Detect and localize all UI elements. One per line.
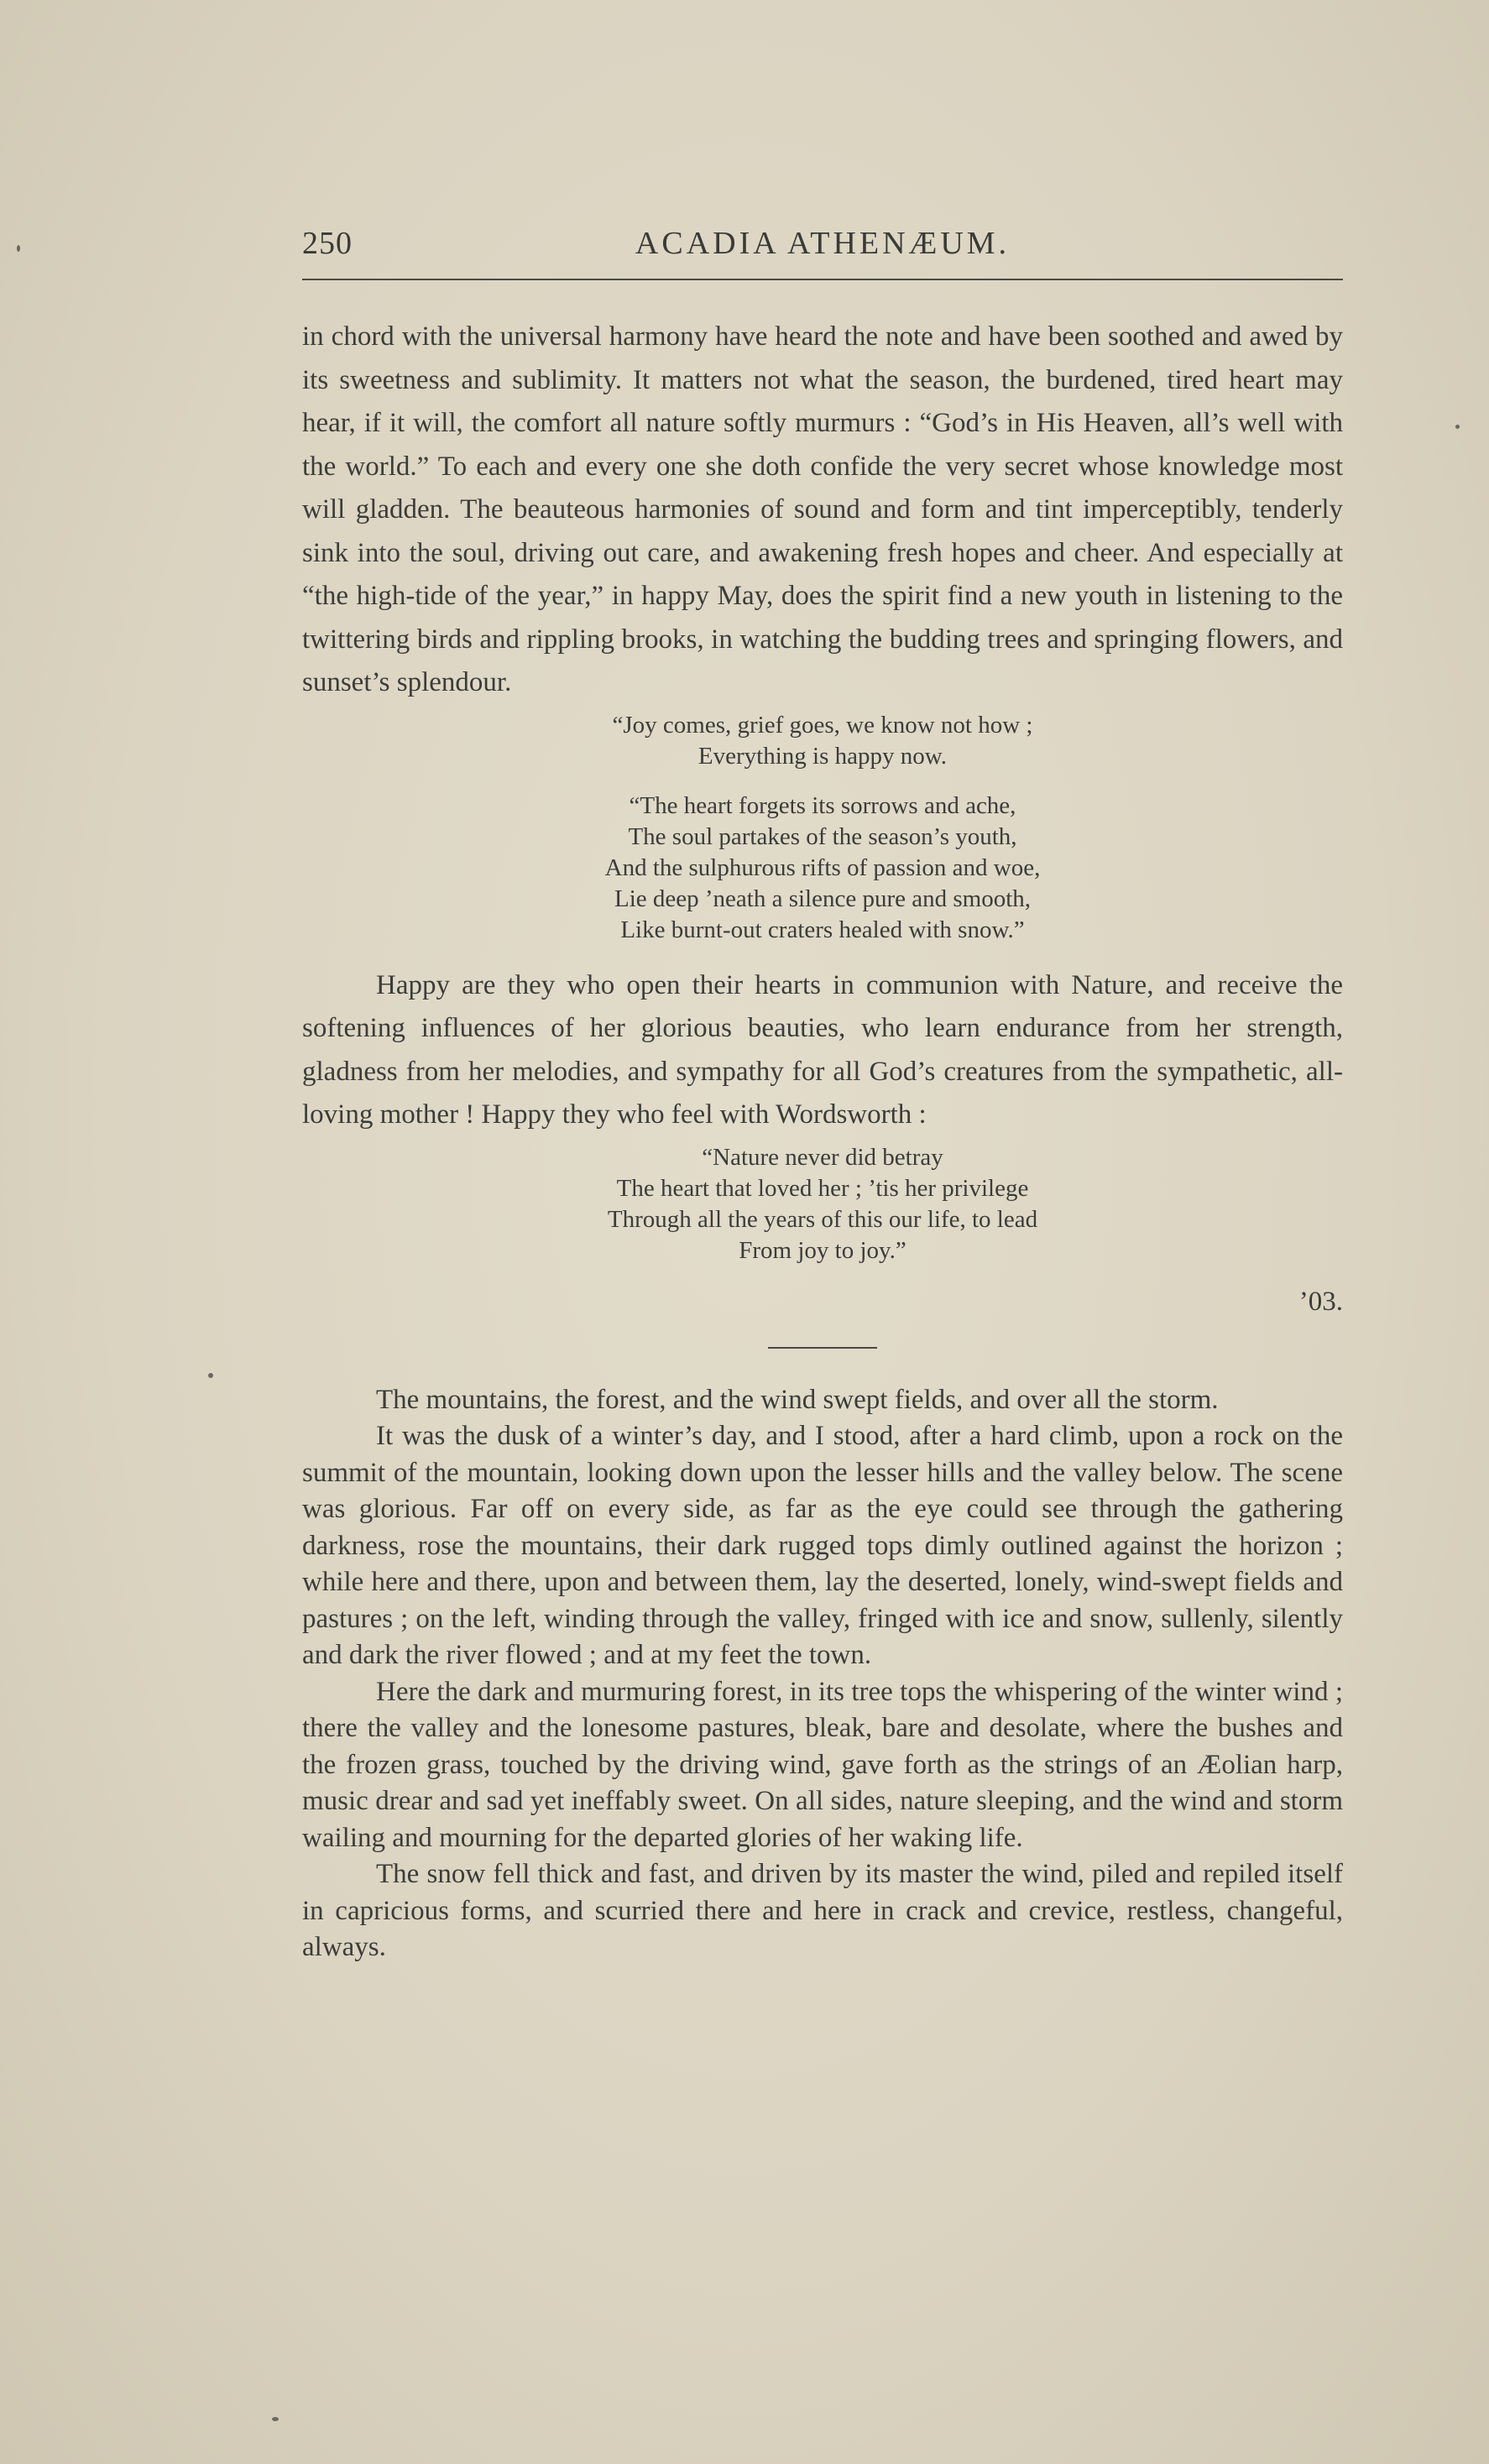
verse-quotation-1 — [302, 710, 1343, 946]
verse-line: Lie deep ’neath a silence pure and smooth, — [614, 885, 1032, 912]
verse-line: The soul partakes of the season’s youth, — [628, 822, 1017, 850]
paper-speck — [1455, 425, 1460, 429]
essay-conclusion — [302, 316, 1343, 1318]
page-number: 250 — [302, 226, 353, 261]
verse-quotation-2 — [302, 1142, 1343, 1266]
verse-line: From joy to joy.” — [739, 1236, 906, 1264]
verse-line: Through all the years of this our life, to lead — [607, 1205, 1038, 1233]
verse-line: “Nature never did betray — [702, 1143, 943, 1171]
paragraph: The snow fell thick and fast, and driven by its master the wind, piled and repiled itself in capricious forms, and scurried there and here in crack and crevice, restless, changeful, always. — [302, 1859, 1343, 1962]
paper-speck — [272, 2417, 279, 2421]
paragraph: The mountains, the forest, and the wind swept fields, and over all the storm. — [376, 1384, 1219, 1415]
stanza — [302, 1142, 1343, 1266]
header-rule — [302, 279, 1343, 280]
verse-line: “The heart forgets its sorrows and ache, — [629, 791, 1016, 819]
verse-line: Like burnt-out craters healed with snow.” — [620, 916, 1025, 943]
verse-line: The heart that loved her ; ’tis her privilege — [616, 1174, 1029, 1202]
section-divider — [768, 1347, 877, 1349]
stanza — [302, 710, 1343, 772]
paragraph: It was the dusk of a winter’s day, and I stood, after a hard climb, upon a rock on the summit of the mountain, looking down upon the lesser hills and the valley below. The scene was glorious. Far off on every side, as far as the eye could see through the gathering darkness, rose the mountains, their dark rugged tops dimly outlined against the horizon ; while here and there, upon and between them, lay the deserted, lonely, wind-swept fields and pastures ; on the left, winding through the valley, fringed with ice and snow, sullenly, silently and dark the river flowed ; and at my feet the town. — [302, 1421, 1343, 1670]
verse-line: “Joy comes, grief goes, we know not how ; — [612, 711, 1033, 739]
paragraph: in chord with the universal harmony have heard the note and have been soothed and awed by its sweetness and sublimity. It matters not what the season, the burdened, tired heart may hear, if it will, the comfort all nature softly murmurs : “God’s in His Heaven, all’s well with the world.” To each and every one she doth confide the very secret whose knowledge most will gladden. The beauteous harmonies of sound and form and tint imperceptibly, tenderly sink into the soul, driving out care, and awakening fresh hopes and cheer. And especially at “the high-tide of the year,” in happy May, does the spirit find a new youth in listening to the twittering birds and rippling brooks, in watching the budding trees and springing flowers, and sunset’s splendour. — [302, 321, 1343, 697]
winter-storm-article — [302, 1382, 1343, 1966]
stanza — [302, 791, 1343, 946]
author-signature: ’03. — [1298, 1286, 1343, 1317]
paper-speck — [17, 245, 20, 252]
verse-line: And the sulphurous rifts of passion and woe, — [604, 854, 1041, 881]
paragraph: Happy are they who open their hearts in communion with Nature, and receive the softening influences of her glorious beauties, who learn endurance from her strength, gladness from her melodies, and sympathy for all God’s creatures from the sympathetic, all-loving mother ! Happy they who feel with Wordsworth : — [302, 969, 1343, 1130]
paragraph: Here the dark and murmuring forest, in its tree tops the whispering of the winter wind ; there the valley and the lonesome pastures, bleak, bare and desolate, where the bushes and the frozen grass, touched by the driving wind, gave forth as the strings of an Æolian harp, music drear and sad yet ineffably sweet. On all sides, nature sleeping, and the wind and storm wailing and mourning for the departed glories of her waking life. — [302, 1676, 1343, 1853]
paper-speck — [208, 1373, 213, 1378]
page-body — [302, 316, 1343, 1966]
page-header — [302, 225, 1343, 275]
running-title: ACADIA ATHENÆUM. — [635, 226, 1011, 261]
verse-line: Everything is happy now. — [697, 742, 948, 770]
